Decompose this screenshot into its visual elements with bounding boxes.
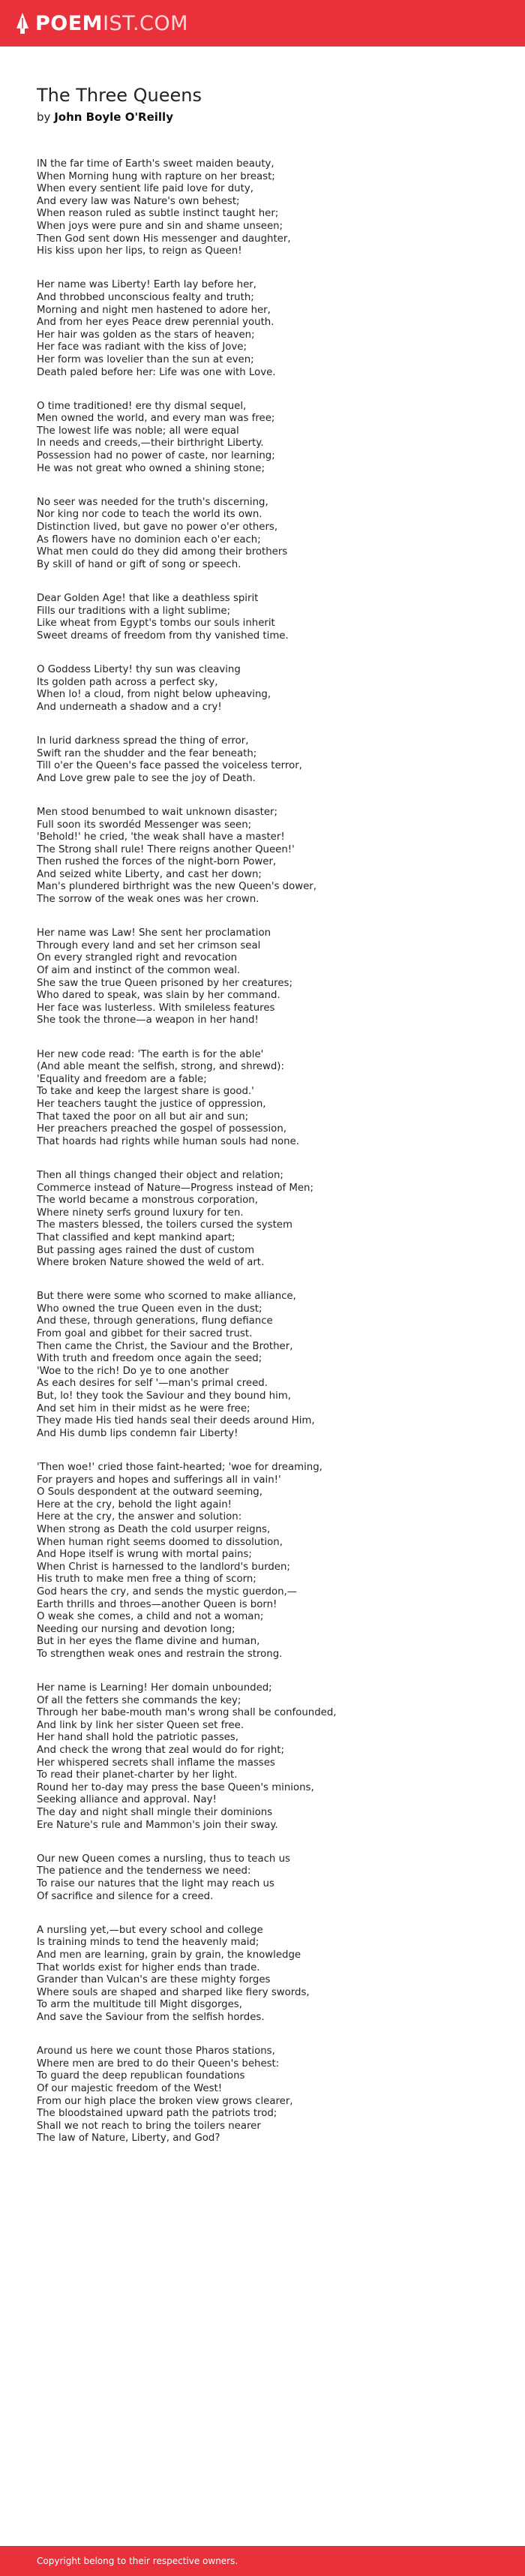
- poem-line: Is training minds to tend the heavenly maid;: [37, 1937, 260, 1949]
- poem-stanza: [37, 927, 494, 1027]
- poem-line: Around us here we count those Pharos stations,: [37, 2045, 275, 2057]
- author-link[interactable]: John Boyle O'Reilly: [54, 110, 173, 124]
- poem-line: (And able meant the selfish, strong, and shrewd):: [37, 1061, 284, 1073]
- poem-line: Of aim and instinct of the common weal.: [37, 965, 241, 977]
- poem-line: 'Equality and freedom are a fable;: [37, 1073, 207, 1085]
- poem-line: Her face was lusterless. With smileless features: [37, 1002, 275, 1014]
- poem-line: And Hope itself is wrung with mortal pains;: [37, 1549, 252, 1561]
- poem-line: When reason ruled as subtle instinct taught her;: [37, 208, 279, 220]
- poem-line: Her new code read: 'The earth is for the able': [37, 1048, 264, 1060]
- poem-line: Of sacrifice and silence for a creed.: [37, 1890, 214, 1902]
- poem-line: Morning and night men hastened to adore her,: [37, 304, 271, 316]
- poem-line: The patience and the tenderness we need:: [37, 1865, 251, 1877]
- poem-line: The masters blessed, the toilers cursed the system: [37, 1219, 292, 1231]
- poem-article: [37, 83, 494, 2166]
- poem-line: Its golden path across a perfect sky,: [37, 676, 218, 688]
- poem-line: And link by link her sister Queen set free.: [37, 1719, 244, 1731]
- poem-line: The day and night shall mingle their dominions: [37, 1807, 273, 1819]
- poem-line: That hoards had rights while human souls had none.: [37, 1135, 300, 1147]
- poem-line: When Christ is harnessed to the landlord's burden;: [37, 1561, 290, 1573]
- poem-line: 'Then woe!' cried those faint-hearted; 'woe for dreaming,: [37, 1462, 322, 1473]
- poem-line: When lo! a cloud, from night below upheaving,: [37, 689, 272, 701]
- poem-line: Grander than Vulcan's are these mighty forges: [37, 1974, 271, 1986]
- poem-line: And underneath a shadow and a cry!: [37, 701, 222, 713]
- poem-line: Dear Golden Age! that like a deathless spirit: [37, 593, 259, 604]
- poem-line: Where men are bred to do their Queen's behest:: [37, 2057, 280, 2070]
- poem-line: In lurid darkness spread the thing of error,: [37, 735, 249, 747]
- poem-line: She took the throne—a weapon in her hand!: [37, 1014, 259, 1026]
- poem-line: When joys were pure and sin and shame unseen;: [37, 220, 284, 232]
- poem-line: By skill of hand or gift of song or speech.: [37, 558, 242, 570]
- poem-stanza: [37, 593, 494, 642]
- poem-stanza: [37, 735, 494, 785]
- poem-stanza: [37, 1291, 494, 1440]
- poem-line: Round her to-day may press the base Queen's minions,: [37, 1781, 314, 1793]
- poem-line: To arm the multitude till Might disgorges,: [37, 1999, 242, 2011]
- poem-line: To guard the deep republican foundations: [37, 2070, 245, 2082]
- poem-line: For prayers and hopes and sufferings all in vain!': [37, 1474, 281, 1486]
- poem-line: Death paled before her: Life was one with Love.: [37, 366, 276, 378]
- poem-line: And from her eyes Peace drew perennial youth.: [37, 317, 274, 329]
- poem-stanza: [37, 401, 494, 476]
- poem-line: That taxed the poor on all but air and sun;: [37, 1111, 249, 1123]
- poem-line: But passing ages rained the dust of custom: [37, 1244, 255, 1256]
- poem-line: Here at the cry, behold the light again!: [37, 1498, 232, 1510]
- poem-line: Ere Nature's rule and Mammon's join their sway.: [37, 1819, 278, 1831]
- poem-line: Shall we not reach to bring the toilers nearer: [37, 2120, 261, 2132]
- poem-stanza: [37, 1682, 494, 1832]
- poem-line: And check the wrong that zeal would do for right;: [37, 1745, 284, 1757]
- poem-stanza: [37, 664, 494, 714]
- poem-line: Sweet dreams of freedom from thy vanished time.: [37, 630, 289, 642]
- poem-line: Men owned the world, and every man was free;: [37, 413, 275, 425]
- poem-line: Till o'er the Queen's face passed the voiceless terror,: [37, 760, 302, 772]
- poem-line: And seized white Liberty, and cast her down;: [37, 868, 262, 880]
- poem-line: Her name was Law! She sent her proclamation: [37, 927, 272, 939]
- site-logo[interactable]: [15, 0, 188, 47]
- poem-line: And every law was Nature's own behest;: [37, 195, 240, 207]
- poem-stanza: [37, 1462, 494, 1661]
- poem-line: But in her eyes the flame divine and human,: [37, 1636, 260, 1648]
- poem-line: Like wheat from Egypt's tombs our souls inherit: [37, 618, 275, 630]
- poem-stanza: [37, 158, 494, 258]
- poem-line: In needs and creeds,—their birthright Liberty.: [37, 437, 264, 449]
- poem-body: [37, 158, 494, 2145]
- poem-line: But, lo! they took the Saviour and they bound him,: [37, 1390, 291, 1402]
- poem-line: Possession had no power of caste, nor learning;: [37, 450, 275, 462]
- poem-line: Then rushed the forces of the night-born Power,: [37, 856, 277, 868]
- poem-line: And set him in their midst as he were free;: [37, 1402, 250, 1414]
- site-footer: [0, 2546, 525, 2576]
- poem-line: She saw the true Queen prisoned by her creatures;: [37, 977, 292, 989]
- poem-line: As each desires for self '—man's primal creed.: [37, 1378, 268, 1390]
- logo-text-light: IST.COM: [103, 11, 188, 35]
- poem-stanza: [37, 1925, 494, 2024]
- poem-stanza: [37, 1853, 494, 1903]
- poem-line: Her face was radiant with the kiss of Jove;: [37, 341, 247, 353]
- poem-line: Here at the cry, the answer and solution:: [37, 1511, 242, 1523]
- poem-line: Her hand shall hold the patriotic passes,: [37, 1732, 238, 1744]
- poem-line: O Goddess Liberty! thy sun was cleaving: [37, 663, 241, 675]
- poem-line: IN the far time of Earth's sweet maiden beauty,: [37, 158, 274, 170]
- poem-line: And men are learning, grain by grain, the knowledge: [37, 1949, 302, 1961]
- poem-line: Nor king nor code to teach the world its own.: [37, 509, 262, 521]
- poem-line: Who owned the true Queen even in the dust;: [37, 1303, 262, 1315]
- poem-title: The Three Queens: [37, 85, 202, 106]
- poem-line: Man's plundered birthright was the new Queen's dower,: [37, 881, 316, 893]
- poem-line: Through her babe-mouth man's wrong shall be confounded,: [37, 1707, 337, 1719]
- quill-icon: [15, 12, 30, 35]
- poem-stanza: [37, 807, 494, 906]
- poem-line: Then all things changed their object and relation;: [37, 1169, 284, 1181]
- logo-text-bold: POEM: [35, 11, 104, 35]
- poem-line: The Strong shall rule! There reigns another Queen!': [37, 843, 295, 855]
- poem-line: Where ninety serfs ground luxury for ten.: [37, 1207, 244, 1219]
- poem-line: On every strangled right and revocation: [37, 952, 238, 964]
- poem-stanza: [37, 279, 494, 379]
- poem-line: Then God sent down His messenger and daughter,: [37, 233, 291, 245]
- poem-line: He was not great who owned a shining stone;: [37, 462, 265, 474]
- poem-line: When every sentient life paid love for duty,: [37, 183, 254, 195]
- poem-line: Distinction lived, but gave no power o'er others,: [37, 522, 278, 534]
- poem-line: No seer was needed for the truth's discerning,: [37, 496, 268, 508]
- poem-line: And Love grew pale to see the joy of Death.: [37, 772, 256, 784]
- poem-line: And save the Saviour from the selfish hordes.: [37, 2011, 265, 2023]
- poem-line: To read their planet-charter by her light.: [37, 1769, 238, 1781]
- poem-line: To strengthen weak ones and restrain the strong.: [37, 1648, 283, 1660]
- poem-line: God hears the cry, and sends the mystic guerdon,—: [37, 1586, 298, 1598]
- poem-stanza: [37, 1049, 494, 1149]
- byline-prefix: by: [37, 110, 51, 124]
- poem-line: The bloodstained upward path the patriots trod;: [37, 2108, 278, 2120]
- poem-line: Her whispered secrets shall inflame the masses: [37, 1757, 275, 1769]
- poem-line: Seeking alliance and approval. Nay!: [37, 1794, 217, 1806]
- poem-line: But there were some who scorned to make alliance,: [37, 1291, 296, 1303]
- poem-line: Swift ran the shudder and the fear beneath;: [37, 747, 257, 759]
- poem-line: Who dared to speak, was slain by her command.: [37, 990, 280, 1002]
- poem-line: Earth thrills and throes—another Queen is born!: [37, 1598, 278, 1610]
- poem-line: The law of Nature, Liberty, and God?: [37, 2133, 220, 2145]
- poem-line: O weak she comes, a child and not a woman;: [37, 1611, 264, 1623]
- poem-line: What men could do they did among their brothers: [37, 546, 288, 558]
- poem-line: That worlds exist for higher ends than trade.: [37, 1961, 260, 1973]
- poem-stanza: [37, 2045, 494, 2145]
- poem-line: Our new Queen comes a nursling, thus to teach us: [37, 1853, 290, 1865]
- poem-line: The sorrow of the weak ones was her crown.: [37, 894, 260, 906]
- poem-line: Of our majestic freedom of the West!: [37, 2082, 223, 2094]
- poem-line: They made His tied hands seal their deeds around Him,: [37, 1415, 315, 1427]
- poem-line: Her hair was golden as the stars of heaven;: [37, 329, 255, 341]
- poem-line: His truth to make men free a thing of scorn;: [37, 1574, 256, 1586]
- poem-line: With truth and freedom once again the seed;: [37, 1353, 262, 1365]
- poem-line: A nursling yet,—but every school and college: [37, 1924, 263, 1936]
- byline: [37, 110, 494, 125]
- poem-line: Where souls are shaped and sharped like fiery swords,: [37, 1986, 310, 1998]
- poem-line: Fills our traditions with a light sublime;: [37, 605, 231, 617]
- poem-line: O Souls despondent at the outward seeming,: [37, 1486, 262, 1498]
- poem-line: Her name was Liberty! Earth lay before her,: [37, 279, 256, 291]
- poem-line: 'Woe to the rich! Do ye to one another: [37, 1365, 230, 1377]
- poem-line: Through every land and set her crimson seal: [37, 939, 261, 951]
- poem-line: To raise our natures that the light may reach us: [37, 1878, 274, 1889]
- poem-line: That classified and kept mankind apart;: [37, 1231, 236, 1243]
- poem-line: The world became a monstrous corporation,: [37, 1195, 258, 1207]
- site-header: [0, 0, 525, 47]
- poem-stanza: [37, 497, 494, 572]
- poem-line: When strong as Death the cold usurper reigns,: [37, 1523, 271, 1535]
- poem-line: And His dumb lips condemn fair Liberty!: [37, 1427, 238, 1439]
- poem-stanza: [37, 1170, 494, 1270]
- poem-line: As flowers have no dominion each o'er each;: [37, 534, 261, 546]
- poem-line: To take and keep the largest share is good.': [37, 1086, 254, 1098]
- poem-line: Where broken Nature showed the weld of art.: [37, 1257, 265, 1269]
- poem-line: Men stood benumbed to wait unknown disaster;: [37, 806, 278, 818]
- poem-line: When human right seems doomed to dissolution,: [37, 1536, 283, 1548]
- poem-line: From our high place the broken view grows clearer,: [37, 2095, 293, 2107]
- poem-line: 'Behold!' he cried, 'the weak shall have a master!: [37, 831, 285, 843]
- poem-line: Commerce instead of Nature—Progress instead of Men;: [37, 1182, 314, 1194]
- poem-line: From goal and gibbet for their sacred trust.: [37, 1328, 253, 1340]
- poem-line: Her form was lovelier than the sun at even;: [37, 353, 254, 365]
- poem-line: Full soon its swordéd Messenger was seen;: [37, 819, 252, 831]
- poem-line: Then came the Christ, the Saviour and the Brother,: [37, 1340, 293, 1352]
- poem-line: Her teachers taught the justice of oppression,: [37, 1098, 266, 1110]
- poem-line: Her name is Learning! Her domain unbounded;: [37, 1682, 272, 1694]
- poem-line: And throbbed unconscious fealty and truth;: [37, 291, 254, 303]
- poem-line: Her preachers preached the gospel of possession,: [37, 1123, 286, 1135]
- poem-line: And these, through generations, flung defiance: [37, 1315, 273, 1327]
- poem-line: Of all the fetters she commands the key;: [37, 1694, 242, 1706]
- poem-line: The lowest life was noble; all were equal: [37, 425, 239, 437]
- copyright-text: Copyright belong to their respective owners.: [37, 2556, 238, 2566]
- poem-line: O time traditioned! ere thy dismal sequel,: [37, 400, 247, 412]
- poem-line: When Morning hung with rapture on her breast;: [37, 170, 275, 182]
- poem-line: Needing our nursing and devotion long;: [37, 1623, 236, 1635]
- poem-line: His kiss upon her lips, to reign as Queen!: [37, 245, 242, 257]
